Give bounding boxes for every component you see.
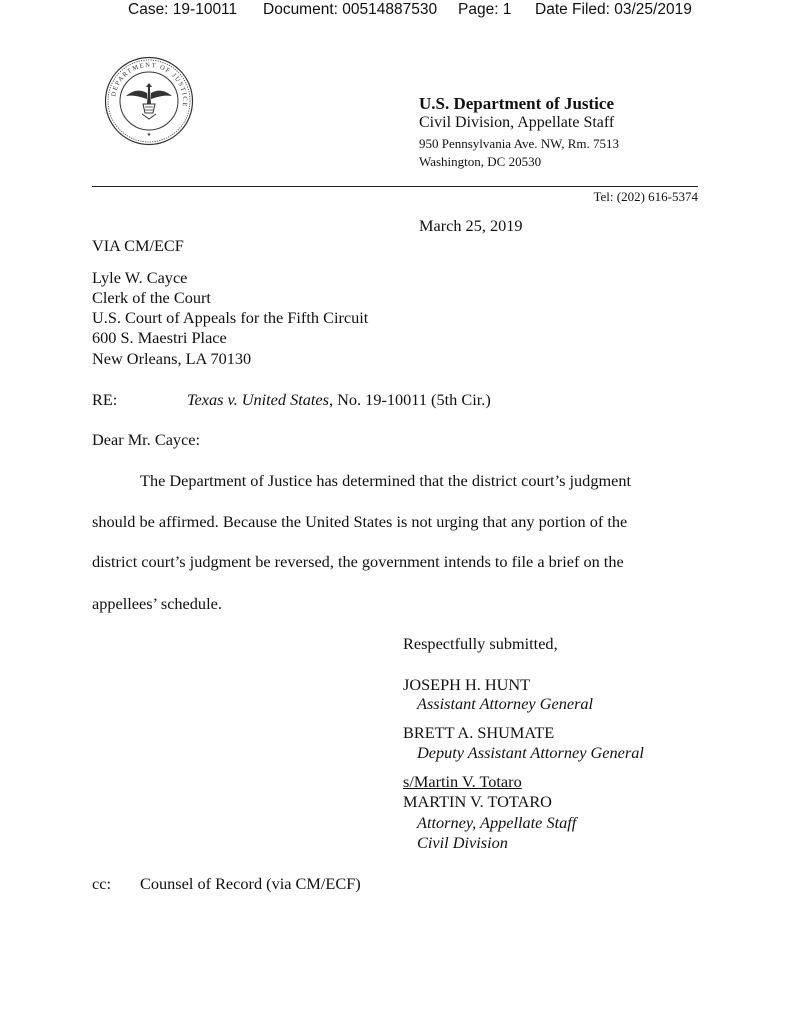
letter-date: March 25, 2019 <box>419 216 523 235</box>
cc-label: cc: <box>92 874 111 893</box>
division-name: Civil Division, Appellate Staff <box>419 114 615 131</box>
recipient-city: New Orleans, LA 70130 <box>92 349 252 368</box>
ecf-filing-header <box>0 0 791 26</box>
address-line-1: 950 Pennsylvania Ave. NW, Rm. 7513 <box>419 136 620 151</box>
document-number: Document: 00514887530 <box>263 1 438 18</box>
doj-seal-icon <box>104 56 194 146</box>
address-line-2: Washington, DC 20530 <box>419 154 542 169</box>
signatory-division: Civil Division <box>417 833 508 852</box>
body-line: The Department of Justice has determined that the district court’s judgment <box>140 471 632 490</box>
page-number: Page: 1 <box>458 1 512 18</box>
re-case-number: , No. 19-10011 (5th Cir.) <box>329 390 491 409</box>
letterhead-divider <box>92 186 698 187</box>
body-line: appellees’ schedule. <box>92 594 222 613</box>
seal-text: DEPARTMENT OF JUSTICE <box>110 61 189 109</box>
recipient-street: 600 S. Maestri Place <box>92 328 227 347</box>
delivery-method: VIA CM/ECF <box>92 236 184 255</box>
telephone: Tel: (202) 616-5374 <box>593 189 698 204</box>
closing: Respectfully submitted, <box>403 634 558 653</box>
electronic-signature: s/Martin V. Totaro <box>403 772 522 791</box>
salutation: Dear Mr. Cayce: <box>92 430 201 449</box>
recipient-name: Lyle W. Cayce <box>92 268 188 287</box>
department-name: U.S. Department of Justice <box>419 94 614 113</box>
re-case-name: Texas v. United States <box>187 390 329 409</box>
recipient-court: U.S. Court of Appeals for the Fifth Circuit <box>92 308 369 327</box>
re-label: RE: <box>92 390 118 409</box>
body-line: should be affirmed. Because the United States is not urging that any portion of the <box>92 512 628 531</box>
signatory-name: JOSEPH H. HUNT <box>403 675 531 694</box>
svg-text:★: ★ <box>146 133 152 138</box>
date-filed: Date Filed: 03/25/2019 <box>535 1 692 18</box>
cc-recipients: Counsel of Record (via CM/ECF) <box>140 874 361 893</box>
case-number: Case: 19-10011 <box>128 1 238 18</box>
signatory-title: Assistant Attorney General <box>417 694 594 713</box>
signatory-title: Attorney, Appellate Staff <box>417 813 577 832</box>
body-line: district court’s judgment be reversed, the government intends to file a brief on the <box>92 552 624 571</box>
recipient-title: Clerk of the Court <box>92 288 211 307</box>
signatory-title: Deputy Assistant Attorney General <box>417 743 644 762</box>
signatory-name: MARTIN V. TOTARO <box>403 792 552 811</box>
signatory-name: BRETT A. SHUMATE <box>403 723 555 742</box>
re-line <box>187 390 491 410</box>
